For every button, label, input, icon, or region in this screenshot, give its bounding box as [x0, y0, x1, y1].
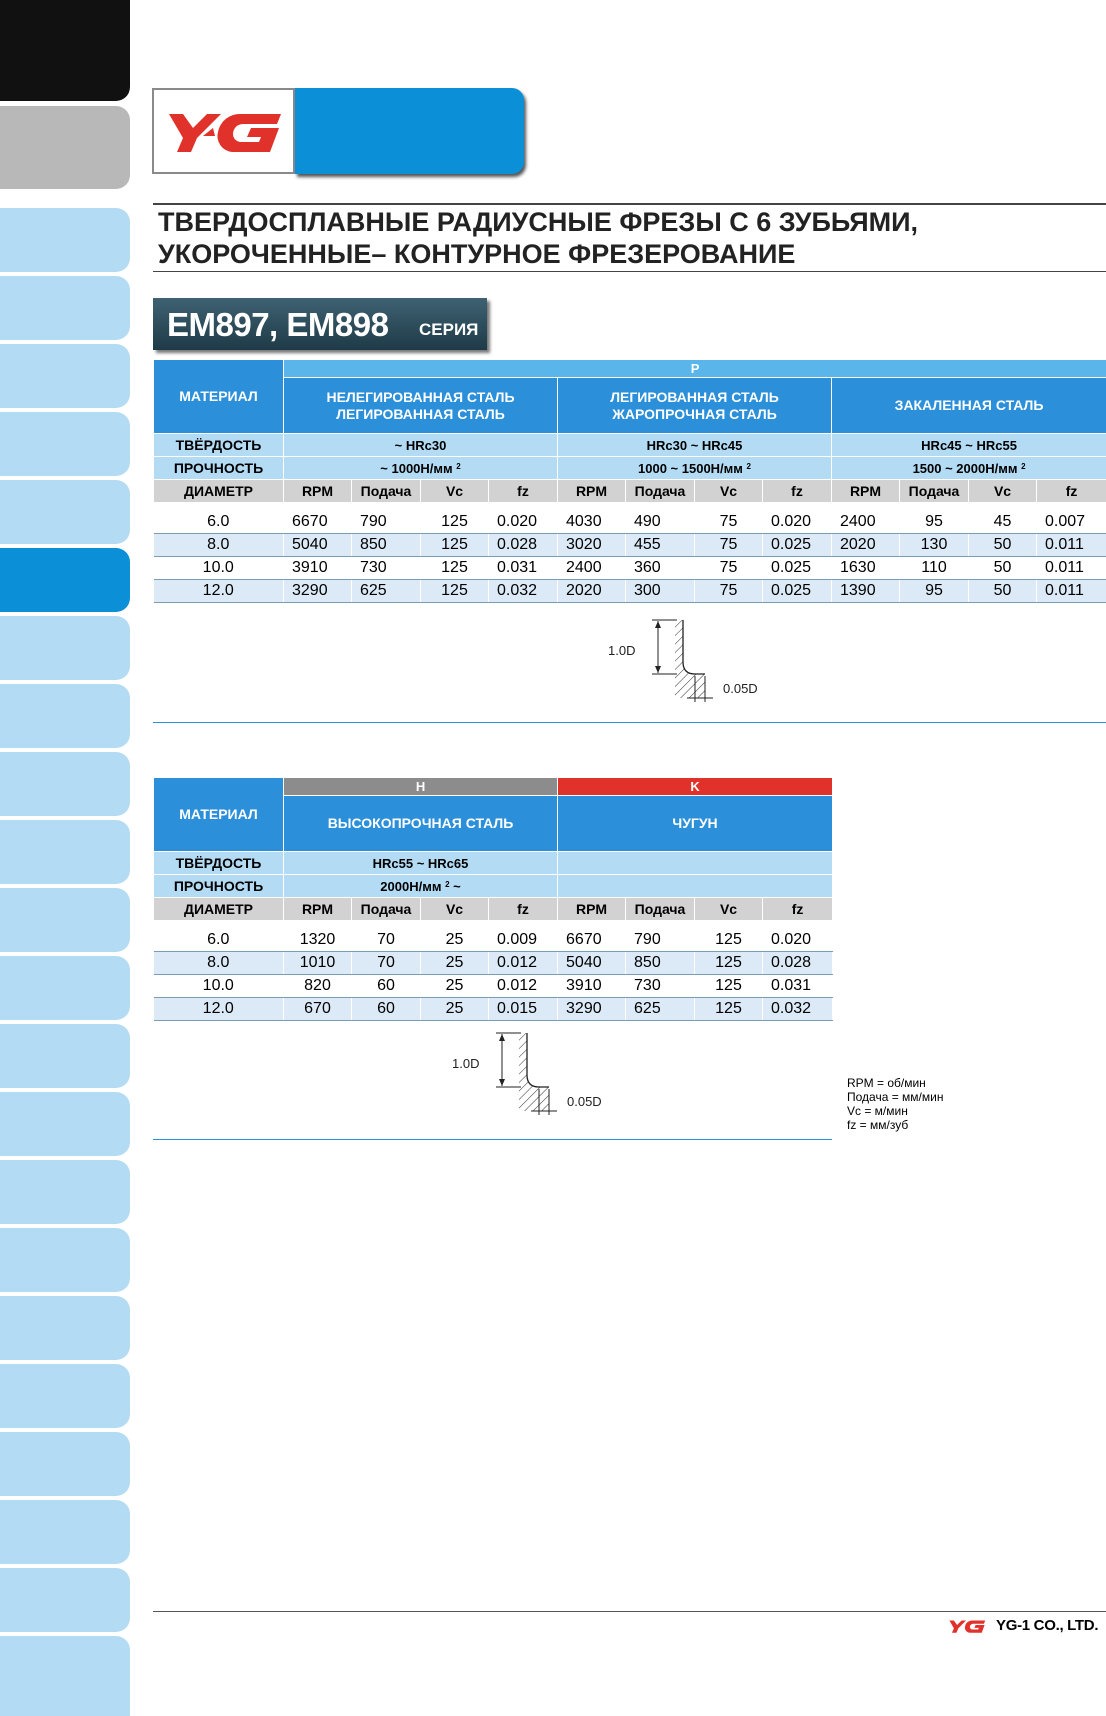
- fz-cell: 0.007: [1037, 511, 1106, 534]
- strength-text: ~ 1000Н/мм: [380, 460, 453, 476]
- hardness-label: ТВЁРДОСТЬ: [154, 434, 284, 457]
- diameter-cell: 12.0: [154, 998, 284, 1021]
- diameter-header: ДИАМЕТР: [154, 898, 284, 921]
- table-row: [154, 557, 1106, 580]
- side-tab[interactable]: [0, 1024, 130, 1088]
- fz-cell: 0.020: [763, 929, 833, 952]
- material-1-line2: ЛЕГИРОВАННАЯ СТАЛЬ: [336, 405, 505, 422]
- rpm-cell: 5040: [558, 952, 626, 975]
- group-k-label: K: [558, 778, 833, 796]
- vc-header: Vc: [695, 480, 763, 503]
- units-legend: [847, 1076, 943, 1132]
- cutting-table-p: [153, 359, 1106, 603]
- vc-cell: 25: [421, 929, 489, 952]
- rpm-cell: 5040: [284, 534, 352, 557]
- rpm-cell: 1320: [284, 929, 352, 952]
- strength-value: [558, 875, 833, 898]
- feed-cell: 70: [352, 952, 421, 975]
- feed-cell: 95: [900, 511, 969, 534]
- feed-header: Подача: [626, 480, 695, 503]
- table-row: [154, 511, 1106, 534]
- strength-text: 1000 ~ 1500Н/мм: [638, 460, 743, 476]
- fz-cell: 0.032: [763, 998, 833, 1021]
- squared-mark: 2: [746, 461, 751, 471]
- feed-cell: 60: [352, 975, 421, 998]
- feed-cell: 490: [626, 511, 695, 534]
- fz-cell: 0.031: [763, 975, 833, 998]
- diameter-cell: 6.0: [154, 929, 284, 952]
- vc-cell: 125: [421, 580, 489, 603]
- fz-cell: 0.025: [763, 534, 832, 557]
- rpm-cell: 2400: [832, 511, 900, 534]
- strength-value: [558, 457, 832, 480]
- feed-header: Подача: [352, 480, 421, 503]
- strength-label: ПРОЧНОСТЬ: [154, 457, 284, 480]
- fz-cell: 0.031: [489, 557, 558, 580]
- rpm-header: RPM: [558, 480, 626, 503]
- squared-mark: 2: [445, 879, 450, 889]
- fz-cell: 0.028: [763, 952, 833, 975]
- vc-cell: 45: [969, 511, 1037, 534]
- vc-cell: 50: [969, 557, 1037, 580]
- brand-logo: [152, 88, 295, 174]
- feed-header: Подача: [626, 898, 695, 921]
- table-row: [154, 929, 833, 952]
- table-row: [154, 952, 833, 975]
- rpm-header: RPM: [832, 480, 900, 503]
- rpm-cell: 2020: [558, 580, 626, 603]
- material-2-line2: ЖАРОПРОЧНАЯ СТАЛЬ: [612, 405, 777, 422]
- side-tab-black: [0, 0, 130, 101]
- hardness-label: ТВЁРДОСТЬ: [154, 852, 284, 875]
- fz-cell: 0.020: [763, 511, 832, 534]
- fz-header: fz: [763, 898, 833, 921]
- feed-cell: 730: [626, 975, 695, 998]
- strength-value: [284, 875, 558, 898]
- title-top-rule: [153, 203, 1106, 205]
- vc-header: Vc: [695, 898, 763, 921]
- strength-text: 1500 ~ 2000Н/мм: [912, 460, 1018, 476]
- strength-value: [284, 457, 558, 480]
- vc-cell: 125: [695, 952, 763, 975]
- footer-rule: [153, 1611, 1106, 1612]
- feed-cell: 790: [352, 511, 421, 534]
- fz-header: fz: [489, 898, 558, 921]
- fz-cell: 0.009: [489, 929, 558, 952]
- section-divider: [153, 722, 1106, 723]
- group-p-label: P: [284, 360, 1106, 378]
- vc-cell: 25: [421, 952, 489, 975]
- footer-company: YG-1 CO., LTD.: [996, 1617, 1099, 1634]
- vc-cell: 50: [969, 534, 1037, 557]
- material-col-2: [558, 378, 832, 434]
- material-header: МАТЕРИАЛ: [154, 360, 284, 434]
- vc-cell: 75: [695, 534, 763, 557]
- strength-tail: ~: [453, 878, 461, 894]
- fz-cell: 0.011: [1037, 534, 1106, 557]
- series-banner: [153, 298, 487, 350]
- yg-footer-logo-icon: [946, 1618, 988, 1634]
- rpm-header: RPM: [284, 898, 352, 921]
- feed-cell: 70: [352, 929, 421, 952]
- side-tab[interactable]: [0, 684, 130, 748]
- side-tab[interactable]: [0, 888, 130, 952]
- hardness-value: HRc55 ~ HRc65: [284, 852, 558, 875]
- side-tab[interactable]: [0, 820, 130, 884]
- material-col-h: ВЫСОКОПРОЧНАЯ СТАЛЬ: [284, 796, 558, 852]
- rpm-cell: 6670: [558, 929, 626, 952]
- feed-cell: 625: [626, 998, 695, 1021]
- side-tab-grey: [0, 106, 130, 189]
- table-row: [154, 998, 833, 1021]
- rpm-cell: 1010: [284, 952, 352, 975]
- side-tab[interactable]: [0, 1296, 130, 1360]
- fz-cell: 0.032: [489, 580, 558, 603]
- diameter-header: ДИАМЕТР: [154, 480, 284, 503]
- feed-header: Подача: [900, 480, 969, 503]
- rpm-cell: 1390: [832, 580, 900, 603]
- feed-cell: 625: [352, 580, 421, 603]
- cutting-depth-diagram: [449, 1025, 619, 1120]
- fz-header: fz: [489, 480, 558, 503]
- feed-cell: 455: [626, 534, 695, 557]
- side-tab[interactable]: [0, 1160, 130, 1224]
- side-tab[interactable]: [0, 1500, 130, 1564]
- footer: [946, 1617, 1098, 1634]
- side-tab[interactable]: [0, 276, 130, 340]
- feed-cell: 95: [900, 580, 969, 603]
- side-tab[interactable]: [0, 1092, 130, 1156]
- vc-header: Vc: [421, 480, 489, 503]
- diameter-cell: 10.0: [154, 557, 284, 580]
- vc-header: Vc: [421, 898, 489, 921]
- vc-cell: 125: [695, 929, 763, 952]
- hardness-value: HRc45 ~ HRc55: [832, 434, 1106, 457]
- legend-feed: Подача = мм/мин: [847, 1090, 944, 1104]
- rpm-header: RPM: [558, 898, 626, 921]
- vc-cell: 125: [421, 534, 489, 557]
- feed-cell: 130: [900, 534, 969, 557]
- vc-header: Vc: [969, 480, 1037, 503]
- strength-value: [832, 457, 1106, 480]
- hardness-value: ~ HRc30: [284, 434, 558, 457]
- legend-vc: Vc = м/мин: [847, 1104, 908, 1118]
- table-row: [154, 580, 1106, 603]
- rpm-cell: 3910: [284, 557, 352, 580]
- vc-cell: 25: [421, 975, 489, 998]
- material-col-1: [284, 378, 558, 434]
- feed-cell: 300: [626, 580, 695, 603]
- side-tab[interactable]: [0, 616, 130, 680]
- series-word: СЕРИЯ: [419, 320, 479, 339]
- rpm-cell: 2400: [558, 557, 626, 580]
- vc-cell: 75: [695, 580, 763, 603]
- squared-mark: 2: [456, 461, 461, 471]
- cutting-table-hk: [153, 777, 833, 1021]
- side-tab[interactable]: [0, 412, 130, 476]
- fz-header: fz: [1037, 480, 1106, 503]
- table-row: [154, 534, 1106, 557]
- legend-fz: fz = мм/зуб: [847, 1118, 909, 1132]
- fz-cell: 0.011: [1037, 580, 1106, 603]
- side-tab[interactable]: [0, 344, 130, 408]
- fz-cell: 0.012: [489, 975, 558, 998]
- table-row: [154, 975, 833, 998]
- squared-mark: 2: [1021, 461, 1026, 471]
- vc-cell: 125: [421, 511, 489, 534]
- fz-cell: 0.011: [1037, 557, 1106, 580]
- title-line-2: УКОРОЧЕННЫЕ– КОНТУРНОЕ ФРЕЗЕРОВАНИЕ: [158, 239, 796, 269]
- rpm-cell: 670: [284, 998, 352, 1021]
- side-tab-active[interactable]: [0, 548, 130, 612]
- side-tab[interactable]: [0, 1228, 130, 1292]
- diameter-cell: 8.0: [154, 952, 284, 975]
- vc-cell: 125: [695, 975, 763, 998]
- material-2-line1: ЛЕГИРОВАННАЯ СТАЛЬ: [610, 388, 779, 405]
- rpm-cell: 3290: [284, 580, 352, 603]
- rpm-cell: 6670: [284, 511, 352, 534]
- title-line-1: ТВЕРДОСПЛАВНЫЕ РАДИУСНЫЕ ФРЕЗЫ С 6 ЗУБЬЯМИ,: [158, 207, 919, 237]
- header-blue-bar: [295, 88, 524, 174]
- fz-cell: 0.025: [763, 580, 832, 603]
- vc-cell: 50: [969, 580, 1037, 603]
- diameter-cell: 12.0: [154, 580, 284, 603]
- fz-cell: 0.025: [763, 557, 832, 580]
- page-title: [158, 206, 1098, 270]
- title-bottom-rule: [153, 271, 1106, 272]
- feed-cell: 360: [626, 557, 695, 580]
- feed-cell: 790: [626, 929, 695, 952]
- rpm-cell: 2020: [832, 534, 900, 557]
- depth-label: 1.0D: [452, 1056, 480, 1071]
- diameter-cell: 8.0: [154, 534, 284, 557]
- side-tab[interactable]: [0, 752, 130, 816]
- strength-text: 2000Н/мм: [380, 878, 442, 894]
- feed-header: Подача: [352, 898, 421, 921]
- cutting-depth-diagram: [605, 612, 775, 707]
- vc-cell: 75: [695, 511, 763, 534]
- group-h-label: H: [284, 778, 558, 796]
- side-tab[interactable]: [0, 1432, 130, 1496]
- feed-cell: 730: [352, 557, 421, 580]
- side-tab[interactable]: [0, 1568, 130, 1632]
- fz-cell: 0.015: [489, 998, 558, 1021]
- radial-label: 0.05D: [567, 1094, 602, 1109]
- rpm-cell: 1630: [832, 557, 900, 580]
- side-tab[interactable]: [0, 480, 130, 544]
- material-header: МАТЕРИАЛ: [154, 778, 284, 852]
- feed-cell: 850: [352, 534, 421, 557]
- depth-label: 1.0D: [608, 643, 636, 658]
- yg-logo-icon: [163, 106, 285, 156]
- vc-cell: 25: [421, 998, 489, 1021]
- strength-label: ПРОЧНОСТЬ: [154, 875, 284, 898]
- vc-cell: 75: [695, 557, 763, 580]
- rpm-cell: 3290: [558, 998, 626, 1021]
- fz-header: fz: [763, 480, 832, 503]
- side-tab[interactable]: [0, 1636, 130, 1716]
- section-divider: [153, 1139, 832, 1140]
- diameter-cell: 10.0: [154, 975, 284, 998]
- rpm-cell: 820: [284, 975, 352, 998]
- material-col-k: ЧУГУН: [558, 796, 833, 852]
- rpm-cell: 4030: [558, 511, 626, 534]
- feed-cell: 60: [352, 998, 421, 1021]
- hardness-value: [558, 852, 833, 875]
- radial-label: 0.05D: [723, 681, 758, 696]
- side-tab[interactable]: [0, 208, 130, 272]
- vc-cell: 125: [695, 998, 763, 1021]
- diameter-cell: 6.0: [154, 511, 284, 534]
- material-col-3: [832, 378, 1106, 434]
- rpm-cell: 3020: [558, 534, 626, 557]
- feed-cell: 850: [626, 952, 695, 975]
- rpm-header: RPM: [284, 480, 352, 503]
- feed-cell: 110: [900, 557, 969, 580]
- side-tab[interactable]: [0, 956, 130, 1020]
- material-1-line1: НЕЛЕГИРОВАННАЯ СТАЛЬ: [326, 388, 515, 405]
- fz-cell: 0.028: [489, 534, 558, 557]
- hardness-value: HRc30 ~ HRc45: [558, 434, 832, 457]
- rpm-cell: 3910: [558, 975, 626, 998]
- legend-rpm: RPM = об/мин: [847, 1076, 926, 1090]
- side-tab[interactable]: [0, 1364, 130, 1428]
- fz-cell: 0.012: [489, 952, 558, 975]
- vc-cell: 125: [421, 557, 489, 580]
- series-name: EM897, EM898: [167, 306, 389, 343]
- material-3-line1: ЗАКАЛЕННАЯ СТАЛЬ: [894, 397, 1044, 413]
- fz-cell: 0.020: [489, 511, 558, 534]
